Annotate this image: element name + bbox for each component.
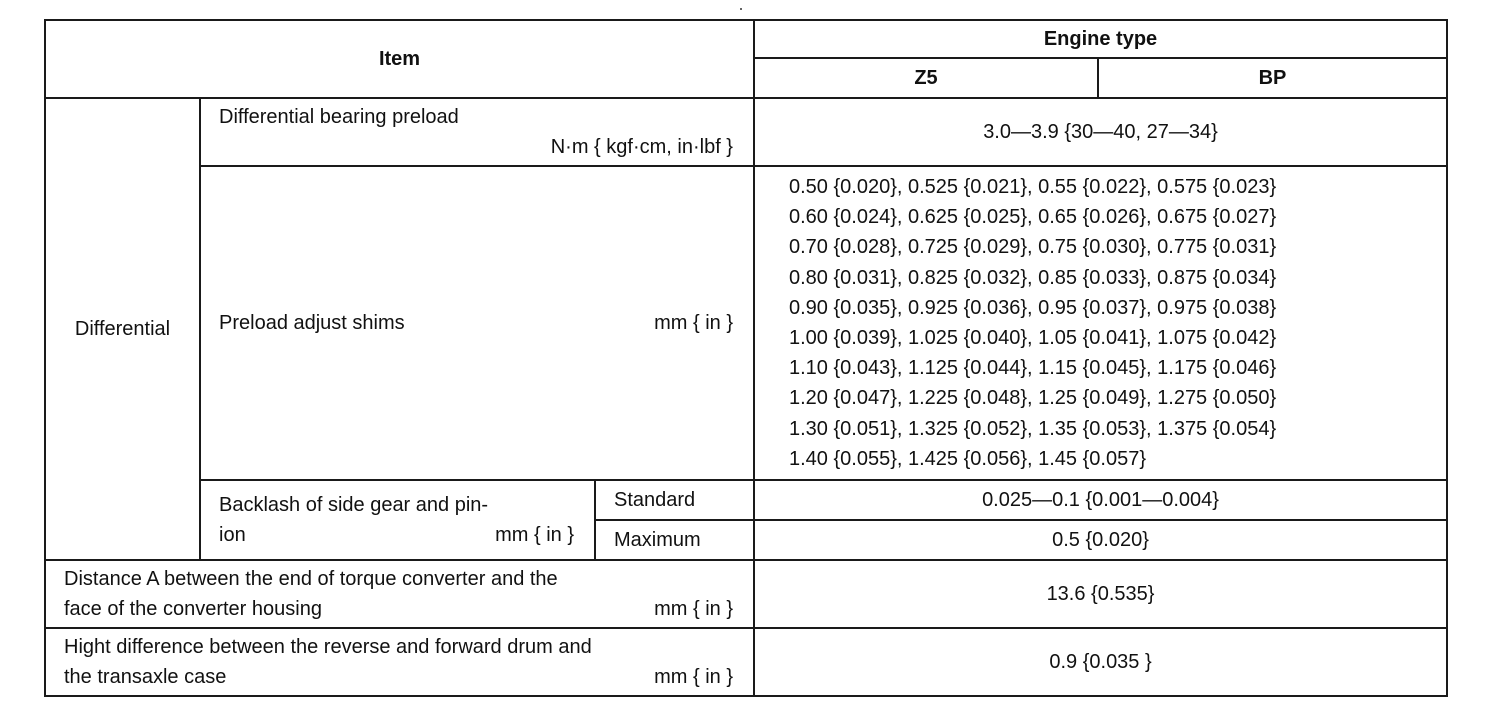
specification-table <box>44 19 1448 697</box>
backlash-label-cell <box>200 480 595 560</box>
backlash-maximum-value: 0.5 {0.020} <box>754 520 1447 560</box>
backlash-label-line2: ion <box>219 524 246 546</box>
distance-a-label-cell <box>45 560 754 628</box>
row-height-difference <box>45 628 1447 696</box>
shim-value-line: 0.60 {0.024}, 0.625 {0.025}, 0.65 {0.026}, 0.675 {0.027} <box>789 206 1277 229</box>
shims-label: Preload adjust shims <box>219 312 405 334</box>
row-preload-shims <box>45 166 1447 480</box>
shims-values-cell <box>754 166 1447 480</box>
shim-value-line: 1.10 {0.043}, 1.125 {0.044}, 1.15 {0.045}, 1.175 {0.046} <box>789 357 1277 380</box>
height-difference-line2: the transaxle case <box>64 666 227 688</box>
distance-a-unit: mm { in } <box>654 598 733 620</box>
header-engine-type: Engine type <box>754 20 1447 58</box>
header-item: Item <box>45 20 754 98</box>
distance-a-line2: face of the converter housing <box>64 598 322 620</box>
height-difference-line1: Hight difference between the reverse and forward drum and <box>64 636 592 658</box>
bearing-preload-label: Differential bearing preload <box>219 106 459 128</box>
shim-value-line: 0.80 {0.031}, 0.825 {0.032}, 0.85 {0.033}, 0.875 {0.034} <box>789 266 1277 289</box>
backlash-label-line1: Backlash of side gear and pin- <box>219 494 489 516</box>
header-row-1 <box>45 20 1447 58</box>
distance-a-value: 13.6 {0.535} <box>754 560 1447 628</box>
backlash-standard-label: Standard <box>595 480 754 520</box>
shim-value-line: 1.20 {0.047}, 1.225 {0.048}, 1.25 {0.049}, 1.275 {0.050} <box>789 387 1277 410</box>
bearing-preload-label-cell <box>200 98 754 166</box>
shim-value-line: 0.70 {0.028}, 0.725 {0.029}, 0.75 {0.030}, 0.775 {0.031} <box>789 236 1277 259</box>
shim-value-line: 1.00 {0.039}, 1.025 {0.040}, 1.05 {0.041}, 1.075 {0.042} <box>789 327 1277 349</box>
row-backlash-standard <box>45 480 1447 520</box>
stray-dot <box>740 8 742 10</box>
shims-label-cell <box>200 166 754 480</box>
backlash-standard-value: 0.025—0.1 {0.001—0.004} <box>754 480 1447 520</box>
header-bp: BP <box>1098 58 1447 98</box>
row-distance-a <box>45 560 1447 628</box>
backlash-maximum-label: Maximum <box>595 520 754 560</box>
bearing-preload-unit: N·m { kgf·cm, in·lbf } <box>550 136 733 158</box>
height-difference-unit: mm { in } <box>654 666 733 688</box>
shim-value-line: 0.50 {0.020}, 0.525 {0.021}, 0.55 {0.022}, 0.575 {0.023} <box>789 175 1277 198</box>
shim-value-line: 1.40 {0.055}, 1.425 {0.056}, 1.45 {0.057} <box>789 447 1147 470</box>
shims-unit: mm { in } <box>654 312 733 334</box>
height-difference-value: 0.9 {0.035 } <box>754 628 1447 696</box>
row-bearing-preload <box>45 98 1447 166</box>
header-z5: Z5 <box>754 58 1098 98</box>
backlash-unit: mm { in } <box>495 524 574 546</box>
height-difference-label-cell <box>45 628 754 696</box>
bearing-preload-value: 3.0—3.9 {30—40, 27—34} <box>754 98 1447 166</box>
distance-a-line1: Distance A between the end of torque converter and the <box>64 568 558 590</box>
differential-group-label: Differential <box>45 98 200 560</box>
shim-value-line: 1.30 {0.051}, 1.325 {0.052}, 1.35 {0.053}, 1.375 {0.054} <box>789 417 1277 440</box>
shim-value-line: 0.90 {0.035}, 0.925 {0.036}, 0.95 {0.037}, 0.975 {0.038} <box>789 296 1277 319</box>
